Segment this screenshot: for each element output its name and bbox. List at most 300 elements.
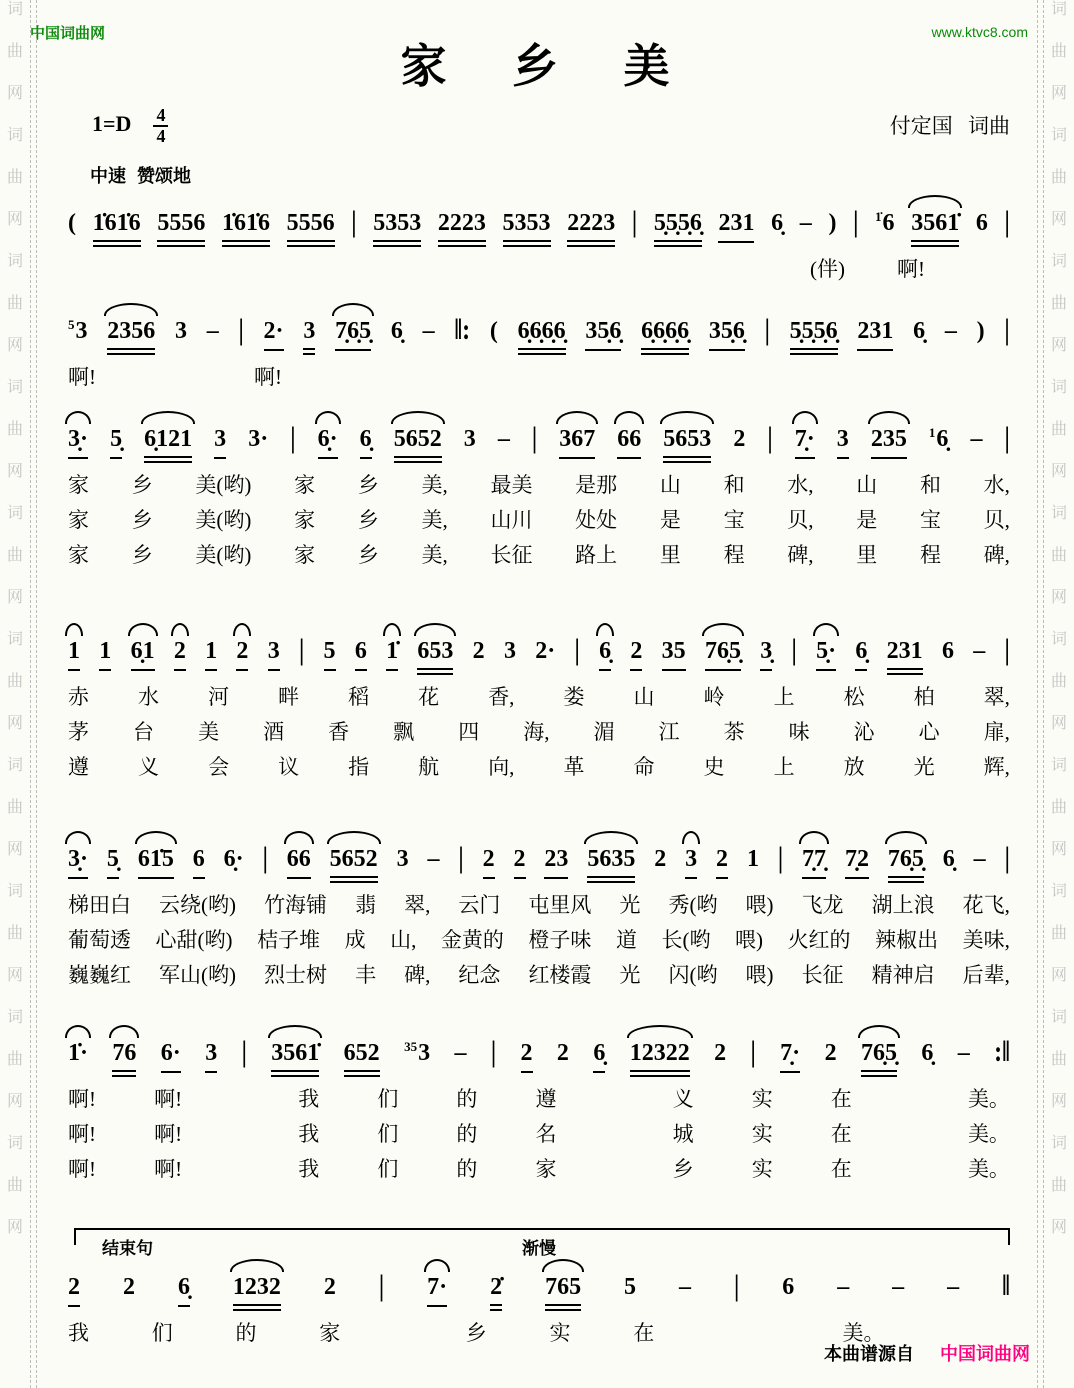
lyric-syllable: 家	[294, 507, 316, 532]
lyric-syllable: 云门	[458, 892, 501, 917]
notation-row	[68, 1022, 1010, 1077]
watermark-char: 曲	[1050, 547, 1067, 564]
barline: |	[531, 421, 538, 455]
music-system-1	[68, 192, 1010, 282]
watermark-char: 曲	[6, 295, 23, 312]
note-token: 2	[122, 1274, 135, 1300]
lyric-syllable: 啊!	[254, 364, 282, 389]
note-token: 3	[303, 318, 315, 355]
lyric-syllable: 在	[830, 1157, 852, 1182]
note-token: 3561̇	[271, 1040, 319, 1077]
note-token: 5635	[587, 846, 635, 883]
lyric-syllable: 山	[856, 472, 878, 497]
lyric-syllable: 闪(哟	[668, 963, 718, 988]
barline: |	[378, 1269, 385, 1303]
watermark-char: 网	[6, 337, 23, 354]
note-token: 2·	[535, 638, 556, 664]
lyric-syllable: 竹海铺	[264, 892, 328, 917]
lyric-syllable: 柏	[913, 684, 935, 709]
note-token: 3	[214, 426, 226, 459]
note-token: –	[947, 1274, 960, 1300]
lyric-syllable: 云绕(哟)	[159, 892, 237, 917]
lyric-syllable: 航	[418, 755, 440, 780]
grace-note: 5	[68, 317, 75, 332]
lyric-syllable: 屯里风	[528, 892, 592, 917]
lyric-syllable: 山川	[490, 507, 533, 532]
note-token: 2	[521, 1040, 533, 1073]
watermark-char: 网	[1050, 841, 1067, 858]
note-token: 6·	[161, 1040, 181, 1073]
watermark-char: 网	[6, 1093, 23, 1110]
note-token: 3̣	[760, 638, 772, 671]
note-token: –	[944, 318, 957, 344]
note-token: 1	[99, 638, 111, 671]
note-token: 2	[236, 638, 248, 671]
note-token: 1	[68, 638, 80, 671]
watermark-char: 网	[1050, 967, 1067, 984]
note-token: 5̣	[107, 846, 119, 879]
lyric-syllable: 火红的	[787, 927, 851, 952]
lyric-syllable: 花	[418, 684, 440, 709]
lyric-syllable: 美。	[967, 1157, 1010, 1182]
watermark-char: 词	[1050, 883, 1067, 900]
lyric-syllable: 光	[619, 963, 641, 988]
note-token: 5̣	[110, 426, 122, 459]
note-token: 6̣	[360, 426, 372, 459]
note-token: 6̣	[178, 1274, 190, 1307]
watermark-char: 曲	[1050, 169, 1067, 186]
lyric-syllable: 味	[788, 719, 810, 744]
lyric-syllable: 乡	[131, 472, 153, 497]
lyric-syllable: 革	[563, 755, 585, 780]
watermark-char: 曲	[1050, 1177, 1067, 1194]
barline: |	[791, 633, 797, 667]
note-token: 2223	[438, 210, 486, 247]
note-token: 12322	[630, 1040, 690, 1077]
lyric-syllable: 江	[658, 719, 680, 744]
note-token: 5353	[503, 210, 551, 247]
note-token: 6	[941, 638, 954, 664]
watermark-char: 网	[6, 85, 23, 102]
note-token: 5353	[373, 210, 421, 247]
lyric-syllable: 宝	[919, 507, 941, 532]
note-token: 7·	[427, 1274, 447, 1307]
barline: |	[1004, 313, 1010, 347]
note-token: $^{1̇}$6	[875, 209, 895, 236]
lyric-syllable: 美。	[967, 1121, 1010, 1146]
note-token: 3	[463, 426, 476, 452]
note-token: 2	[68, 1274, 80, 1307]
watermark-char: 词	[6, 1, 23, 18]
watermark-char: 曲	[6, 673, 23, 690]
barline: :‖	[994, 1035, 1010, 1069]
note-token: 3	[396, 846, 409, 872]
watermark-char: 曲	[1050, 295, 1067, 312]
note-token: 2·	[264, 318, 284, 351]
watermark-char: 网	[1050, 715, 1067, 732]
watermark-char: 网	[6, 841, 23, 858]
lyric-row	[68, 892, 1010, 918]
lyric-syllable: 会	[208, 755, 230, 780]
note-token: 1232	[233, 1274, 281, 1311]
lyric-syllable: 美(哟)	[195, 507, 252, 532]
lyric-syllable: 沁	[853, 719, 875, 744]
lyric-row	[68, 472, 1010, 498]
lyric-syllable: 是	[659, 507, 681, 532]
lyric-syllable: 啊!	[154, 1157, 183, 1182]
lyric-syllable: 贝,	[983, 507, 1010, 532]
note-token: 2	[824, 1040, 837, 1066]
watermark-char: 词	[1050, 127, 1067, 144]
note-token: –	[422, 318, 435, 344]
lyric-syllable: 美,	[421, 543, 448, 568]
lyric-syllable: 路上	[575, 543, 618, 568]
lyric-syllable: 义	[138, 755, 160, 780]
note-token: 765	[545, 1274, 581, 1311]
lyric-row	[68, 1086, 1010, 1112]
watermark-divider	[1037, 0, 1038, 1388]
lyric-syllable: 家	[68, 472, 89, 497]
lyric-syllable: 娄	[563, 684, 585, 709]
watermark-char: 网	[6, 967, 23, 984]
music-system-2	[68, 300, 1010, 390]
note-token: 3	[837, 426, 849, 459]
watermark-char: 网	[6, 715, 23, 732]
watermark-char: 网	[6, 589, 23, 606]
lyric-syllable: 心甜(哟)	[155, 927, 233, 952]
lyric-syllable: 名	[535, 1121, 557, 1146]
lyric-syllable: 最美	[490, 472, 533, 497]
song-title: 家 乡 美	[400, 41, 674, 92]
lyric-syllable: 道	[615, 927, 637, 952]
lyric-syllable: 们	[377, 1157, 399, 1182]
note-token: 3·	[248, 426, 269, 452]
watermark-char: 词	[1050, 1009, 1067, 1026]
lyric-syllable: 水	[138, 684, 160, 709]
lyric-syllable: 后辈,	[962, 963, 1010, 988]
note-token: 5556	[157, 210, 205, 247]
notation-row	[68, 620, 1010, 675]
lyric-syllable: 梯田白	[68, 892, 131, 917]
note-token: –	[973, 846, 986, 872]
lyric-syllable: 桔子堆	[257, 927, 321, 952]
lyric-syllable: 香,	[488, 684, 515, 709]
watermark-char: 网	[6, 1219, 23, 1236]
note-token: 7̣·	[795, 426, 815, 459]
notation-row	[68, 300, 1010, 355]
lyric-syllable: 是那	[575, 472, 618, 497]
watermark-char: 词	[6, 379, 23, 396]
note-token: –	[454, 1040, 467, 1066]
watermark-char: 曲	[1050, 673, 1067, 690]
lyric-syllable: 我	[68, 1320, 89, 1345]
note-token: –	[957, 1040, 970, 1066]
watermark-char: 网	[1050, 85, 1067, 102]
music-system-6	[68, 1022, 1010, 1182]
lyric-syllable: 稻	[348, 684, 370, 709]
note-token: 2	[483, 846, 495, 879]
lyric-row	[68, 962, 1010, 988]
lyric-syllable: 乡	[465, 1320, 487, 1345]
lyric-row	[68, 1156, 1010, 1182]
lyric-syllable: 在	[830, 1121, 852, 1146]
watermark-char: 词	[1050, 631, 1067, 648]
lyric-syllable: 湖上浪	[871, 892, 935, 917]
barline: ‖	[1002, 1269, 1010, 1303]
lyric-syllable: 们	[377, 1121, 399, 1146]
watermark-char: 曲	[6, 169, 23, 186]
lyric-syllable: 美,	[421, 507, 448, 532]
note-token: 1̇61̇6	[93, 210, 141, 247]
lyric-row	[68, 364, 1010, 390]
note-token: 6̣	[921, 1040, 934, 1066]
note-token: 5556	[287, 210, 335, 247]
key-signature: 1=D	[92, 110, 132, 136]
lyric-syllable: 美。	[967, 1086, 1010, 1111]
note-token: 76̣5̣	[888, 846, 924, 883]
lyric-syllable: 的	[456, 1121, 478, 1146]
lyric-syllable: 香	[328, 719, 350, 744]
watermark-column-left	[2, 2, 28, 1388]
watermark-char: 曲	[1050, 421, 1067, 438]
note-token: 1̇	[386, 638, 398, 671]
note-token: –	[892, 1274, 905, 1300]
music-system-4	[68, 620, 1010, 780]
watermark-char: 词	[6, 505, 23, 522]
note-token: 1	[746, 846, 759, 872]
note-token: 2	[472, 638, 485, 664]
lyric-row	[68, 542, 1010, 568]
footer-source-text: 本曲谱源自	[824, 1344, 914, 1364]
watermark-char: 曲	[6, 1051, 23, 1068]
key-and-meter	[92, 106, 168, 146]
note-token: 6	[355, 638, 367, 671]
lyric-syllable: 海,	[523, 719, 550, 744]
note-token: 6̣·	[318, 426, 338, 459]
lyric-syllable: 山	[633, 684, 655, 709]
lyric-syllable: 台	[133, 719, 155, 744]
lyric-syllable: 啊!	[68, 1086, 96, 1111]
watermark-divider	[1043, 0, 1044, 1388]
note-token: 3	[685, 846, 697, 879]
note-token: 66	[287, 846, 311, 879]
lyric-syllable: 橙子味	[528, 927, 592, 952]
music-system-5	[68, 828, 1010, 988]
note-token: –	[970, 426, 983, 452]
lyric-syllable: 命	[633, 755, 655, 780]
lyric-syllable: 美味,	[962, 927, 1010, 952]
watermark-char: 网	[1050, 1093, 1067, 1110]
note-token: 3̣·	[68, 846, 88, 879]
note-token: 2̇	[490, 1274, 502, 1311]
watermark-char: 词	[1050, 757, 1067, 774]
note-token: $^5$3	[68, 317, 88, 344]
note-token: 5̣5̣5̣6̣	[654, 210, 702, 247]
note-token: 2223	[567, 210, 615, 247]
grace-note: 1̇	[875, 209, 882, 224]
barline: |	[750, 1035, 756, 1069]
note-token: 6̣	[942, 846, 955, 872]
tempo-marking: 中速 赞颂地	[90, 166, 192, 186]
note-token: 231	[857, 318, 893, 351]
note-token: 6̣1	[131, 638, 155, 671]
lyric-syllable: 扉,	[983, 719, 1010, 744]
note-token: 23	[544, 846, 568, 879]
lyric-syllable: 湄	[593, 719, 615, 744]
lyric-syllable: 茶	[723, 719, 745, 744]
lyric-syllable: 长征	[490, 543, 533, 568]
note-token: )	[976, 318, 985, 344]
note-token: (	[68, 210, 76, 236]
note-token: 1	[205, 638, 217, 671]
lyric-syllable: 喂)	[735, 927, 764, 952]
note-token: 3	[205, 1040, 217, 1073]
lyric-syllable: (伴)	[810, 256, 845, 281]
note-token: 6̣6̣6̣6̣	[641, 318, 689, 355]
note-token: 6̣	[771, 210, 784, 236]
lyric-syllable: 河	[208, 684, 230, 709]
barline: |	[1004, 633, 1010, 667]
note-token: 7̣6̣5̣	[335, 318, 371, 351]
lyric-syllable: 飞龙	[801, 892, 844, 917]
note-token: 6̣·	[223, 846, 244, 872]
coda-label: 结束句	[96, 1234, 159, 1259]
barline: |	[290, 421, 296, 455]
footer-site-link[interactable]: 中国词曲网	[940, 1344, 1030, 1364]
note-token: 3	[268, 638, 280, 671]
note-token: 2	[556, 1040, 569, 1066]
footer-credit	[824, 1340, 1030, 1366]
lyric-syllable: 上	[773, 755, 795, 780]
note-token: 5	[324, 638, 336, 671]
lyric-row	[68, 754, 1010, 780]
barline: |	[574, 633, 580, 667]
lyric-syllable: 美(哟)	[195, 543, 252, 568]
lyric-syllable: 碑,	[983, 543, 1010, 568]
lyric-syllable: 的	[235, 1320, 257, 1345]
lyric-syllable: 翠,	[983, 684, 1010, 709]
site-url-link[interactable]: www.ktvc8.com	[931, 24, 1028, 40]
note-token: –	[206, 318, 219, 344]
lyric-syllable: 啊!	[68, 1157, 96, 1182]
note-token: 66	[617, 426, 641, 459]
notation-row	[68, 408, 1010, 463]
lyric-syllable: 烈士树	[264, 963, 328, 988]
site-name-link[interactable]: 中国词曲网	[30, 25, 106, 42]
note-token: 2	[714, 1040, 727, 1066]
lyric-syllable: 花飞,	[962, 892, 1010, 917]
note-token: 35̣6̣	[585, 318, 621, 351]
watermark-char: 网	[1050, 337, 1067, 354]
barline: |	[298, 633, 305, 667]
watermark-char: 网	[1050, 1219, 1067, 1236]
note-token: 7̣2	[845, 846, 869, 879]
note-token: 6	[193, 846, 205, 879]
lyric-syllable: 翡	[355, 892, 377, 917]
note-token: –	[679, 1274, 691, 1300]
watermark-char: 曲	[6, 799, 23, 816]
barline: |	[351, 205, 357, 239]
lyric-syllable: 喂)	[745, 892, 774, 917]
lyric-syllable: 我	[298, 1086, 320, 1111]
lyric-syllable: 放	[843, 755, 865, 780]
lyric-syllable: 葡萄透	[68, 927, 131, 952]
lyric-syllable: 议	[278, 755, 300, 780]
note-token: 6̣	[913, 318, 926, 344]
lyric-syllable: 和	[723, 472, 745, 497]
note-token: 3	[175, 318, 187, 344]
music-system-coda	[68, 1222, 1010, 1346]
note-token: $^1$6̣	[928, 425, 949, 452]
watermark-char: 词	[1050, 379, 1067, 396]
watermark-char: 词	[1050, 1135, 1067, 1152]
note-token: 7̣7̣	[802, 846, 826, 879]
watermark-char: 词	[6, 1135, 23, 1152]
ritardando-label: 渐慢	[516, 1234, 562, 1259]
lyric-syllable: 在	[633, 1320, 655, 1345]
note-token: 2	[654, 846, 667, 872]
lyric-row	[68, 719, 1010, 745]
lyric-syllable: 遵	[68, 755, 89, 780]
note-token: )	[828, 210, 837, 236]
lyric-syllable: 我	[298, 1121, 320, 1146]
lyric-syllable: 上	[773, 684, 795, 709]
lyric-syllable: 乡	[672, 1157, 694, 1182]
lyric-syllable: 们	[151, 1320, 173, 1345]
lyric-syllable: 我	[298, 1157, 320, 1182]
lyric-syllable: 啊!	[897, 256, 925, 281]
watermark-char: 词	[6, 1009, 23, 1026]
watermark-divider	[30, 0, 31, 1388]
lyric-syllable: 贝,	[787, 507, 814, 532]
time-signature: $\frac{4}{4}$	[153, 106, 168, 146]
note-token: 231	[718, 210, 754, 243]
note-token: 6̣	[593, 1040, 605, 1073]
note-token: 6̣	[390, 318, 403, 344]
lyric-syllable: 家	[535, 1157, 557, 1182]
note-token: 2	[630, 638, 642, 671]
note-token: 35	[662, 638, 686, 671]
lyric-row	[68, 256, 1010, 282]
barline: |	[631, 205, 638, 239]
music-system-3	[68, 408, 1010, 568]
barline: |	[241, 1035, 247, 1069]
watermark-char: 曲	[1050, 43, 1067, 60]
watermark-char: 词	[6, 757, 23, 774]
note-token: 6̣6̣6̣6̣	[518, 318, 566, 355]
note-token: 367	[559, 426, 595, 459]
note-token: 6̣	[855, 638, 867, 671]
lyric-syllable: 家	[294, 543, 316, 568]
watermark-char: 曲	[6, 925, 23, 942]
lyric-syllable: 丰	[355, 963, 377, 988]
lyric-syllable: 乡	[357, 543, 379, 568]
lyric-row	[68, 927, 1010, 953]
lyric-syllable: 实	[751, 1086, 773, 1111]
note-token: 235	[871, 426, 907, 459]
lyric-syllable: 啊!	[68, 364, 96, 389]
lyric-row	[68, 684, 1010, 710]
barline: ‖:	[454, 313, 471, 347]
lyric-syllable: 程	[919, 543, 941, 568]
lyric-syllable: 家	[68, 507, 89, 532]
lyric-syllable: 秀(哟	[668, 892, 718, 917]
note-token: 653	[417, 638, 453, 675]
barline: |	[777, 841, 784, 875]
lyric-syllable: 山,	[390, 927, 417, 952]
note-token: 35̣6̣	[709, 318, 745, 351]
note-token: 6	[782, 1274, 795, 1300]
